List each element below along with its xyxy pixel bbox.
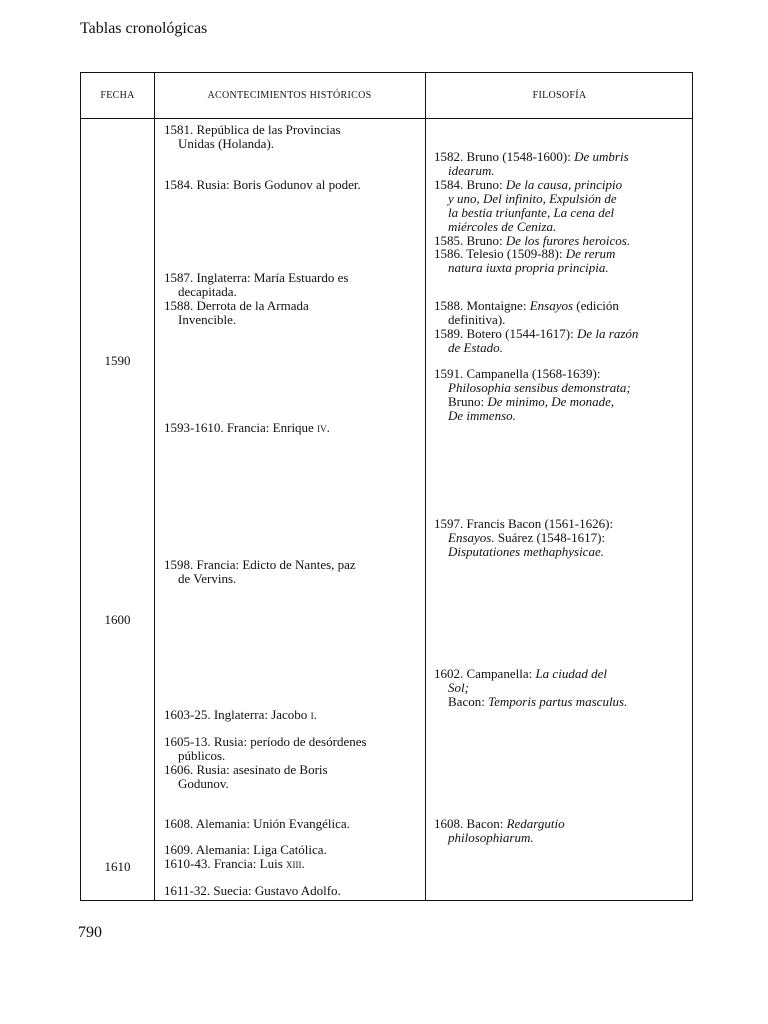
history-line: decapitada.	[178, 284, 237, 299]
work-title: natura iuxta propria principia.	[448, 260, 609, 275]
punctuation: .	[301, 856, 305, 871]
history-line: 1608. Alemania: Unión Evangélica.	[164, 816, 350, 831]
work-title: Ensayos.	[448, 530, 495, 545]
work-title: De rerum	[565, 246, 616, 261]
philosophy-text: 1585. Bruno:	[434, 233, 503, 248]
column-divider	[154, 73, 155, 900]
punctuation: .	[326, 420, 330, 435]
history-entry	[164, 763, 422, 791]
history-entry	[164, 299, 422, 327]
philosophy-entry	[434, 367, 692, 423]
philosophy-text: 1602. Campanella:	[434, 666, 533, 681]
work-title: Temporis partus masculus.	[488, 694, 628, 709]
history-line: 1605-13. Rusia: período de desórdenes	[164, 734, 367, 749]
philosophy-text: definitiva).	[448, 312, 506, 327]
philosophy-text: 1589. Botero (1544-1617):	[434, 326, 574, 341]
history-line: 1593-1610. Francia: Enrique	[164, 420, 314, 435]
work-title: De minimo, De monade,	[487, 394, 615, 409]
year-1600: 1600	[104, 612, 131, 627]
philosophy-text: 1588. Montaigne:	[434, 298, 527, 313]
work-title: philosophiarum.	[448, 830, 534, 845]
header-fecha: FECHA	[100, 90, 135, 101]
history-line: de Vervins.	[178, 571, 237, 586]
regnal-numeral: iv	[317, 420, 327, 435]
history-line: 1598. Francia: Edicto de Nantes, paz	[164, 557, 356, 572]
philosophy-text: 1591. Campanella (1568-1639):	[434, 366, 601, 381]
work-title: y uno, Del infinito, Expulsión de	[448, 191, 617, 206]
work-title: De la razón	[576, 326, 639, 341]
philosophy-text: 1597. Francis Bacon (1561-1626):	[434, 516, 614, 531]
philosophy-entry	[434, 517, 692, 559]
philosophy-text: 1584. Bruno:	[434, 177, 503, 192]
philosophy-entry	[434, 817, 692, 845]
history-line: Invencible.	[178, 312, 237, 327]
history-entry	[164, 735, 422, 763]
work-title: Philosophia sensibus demonstrata;	[448, 380, 631, 395]
philosophy-text: (edición	[576, 298, 619, 313]
work-title: Ensayos	[529, 298, 574, 313]
history-entry	[164, 857, 422, 871]
regnal-numeral: i	[310, 707, 314, 722]
history-entry	[164, 884, 422, 898]
history-entry	[164, 421, 422, 435]
history-line: 1611-32. Suecia: Gustavo Adolfo.	[164, 883, 341, 898]
philosophy-entry	[434, 327, 692, 355]
column-divider	[425, 73, 426, 900]
philosophy-entry	[434, 150, 692, 178]
regnal-numeral: xiii	[286, 856, 302, 871]
history-entry	[164, 178, 422, 192]
year-1590: 1590	[104, 353, 131, 368]
history-line: 1588. Derrota de la Armada	[164, 298, 309, 313]
history-entry	[164, 558, 422, 586]
history-line: 1587. Inglaterra: María Estuardo es	[164, 270, 349, 285]
history-entry	[164, 708, 422, 722]
philosophy-text: 1582. Bruno (1548-1600):	[434, 149, 571, 164]
history-line: públicos.	[178, 748, 226, 763]
history-line: 1609. Alemania: Liga Católica.	[164, 842, 327, 857]
running-head: Tablas cronológicas	[80, 20, 208, 37]
work-title: De la causa, principio	[505, 177, 623, 192]
page-number: 790	[78, 924, 102, 941]
work-title: de Estado.	[448, 340, 503, 355]
history-entry	[164, 271, 422, 299]
history-entry	[164, 817, 422, 831]
work-title: la bestia triunfante, La cena del	[448, 205, 615, 220]
work-title: idearum.	[448, 163, 495, 178]
philosophy-text: Bruno:	[448, 394, 485, 409]
work-title: miércoles de Ceniza.	[448, 219, 557, 234]
history-line: 1606. Rusia: asesinato de Boris	[164, 762, 328, 777]
history-line: 1584. Rusia: Boris Godunov al poder.	[164, 177, 361, 192]
philosophy-entry	[434, 667, 692, 709]
work-title: Sol;	[448, 680, 469, 695]
chronology-table	[80, 72, 693, 901]
history-line: 1581. República de las Provincias	[164, 122, 341, 137]
history-line: 1610-43. Francia: Luis	[164, 856, 283, 871]
history-entry	[164, 843, 422, 857]
philosophy-text: Bacon:	[448, 694, 485, 709]
work-title: Disputationes methaphysicae.	[448, 544, 604, 559]
work-title: La ciudad del	[535, 666, 607, 681]
history-line: Unidas (Holanda).	[178, 136, 275, 151]
philosophy-text: 1608. Bacon:	[434, 816, 504, 831]
header-rule	[81, 118, 692, 119]
work-title: De umbris	[574, 149, 629, 164]
work-title: De immenso.	[448, 408, 516, 423]
philosophy-entry	[434, 247, 692, 275]
header-filosofia: FILOSOFÍA	[532, 90, 587, 101]
history-line: 1603-25. Inglaterra: Jacobo	[164, 707, 308, 722]
punctuation: .	[313, 707, 317, 722]
philosophy-entry	[434, 178, 692, 234]
philosophy-text: Suárez (1548-1617):	[497, 530, 606, 545]
year-1610: 1610	[104, 859, 131, 874]
header-historicos: ACONTECIMIENTOS HISTÓRICOS	[207, 90, 372, 101]
work-title: De los furores heroicos.	[505, 233, 631, 248]
work-title: Redargutio	[506, 816, 565, 831]
history-entry	[164, 123, 422, 151]
philosophy-text: 1586. Telesio (1509-88):	[434, 246, 563, 261]
philosophy-entry	[434, 299, 692, 327]
history-line: Godunov.	[178, 776, 229, 791]
